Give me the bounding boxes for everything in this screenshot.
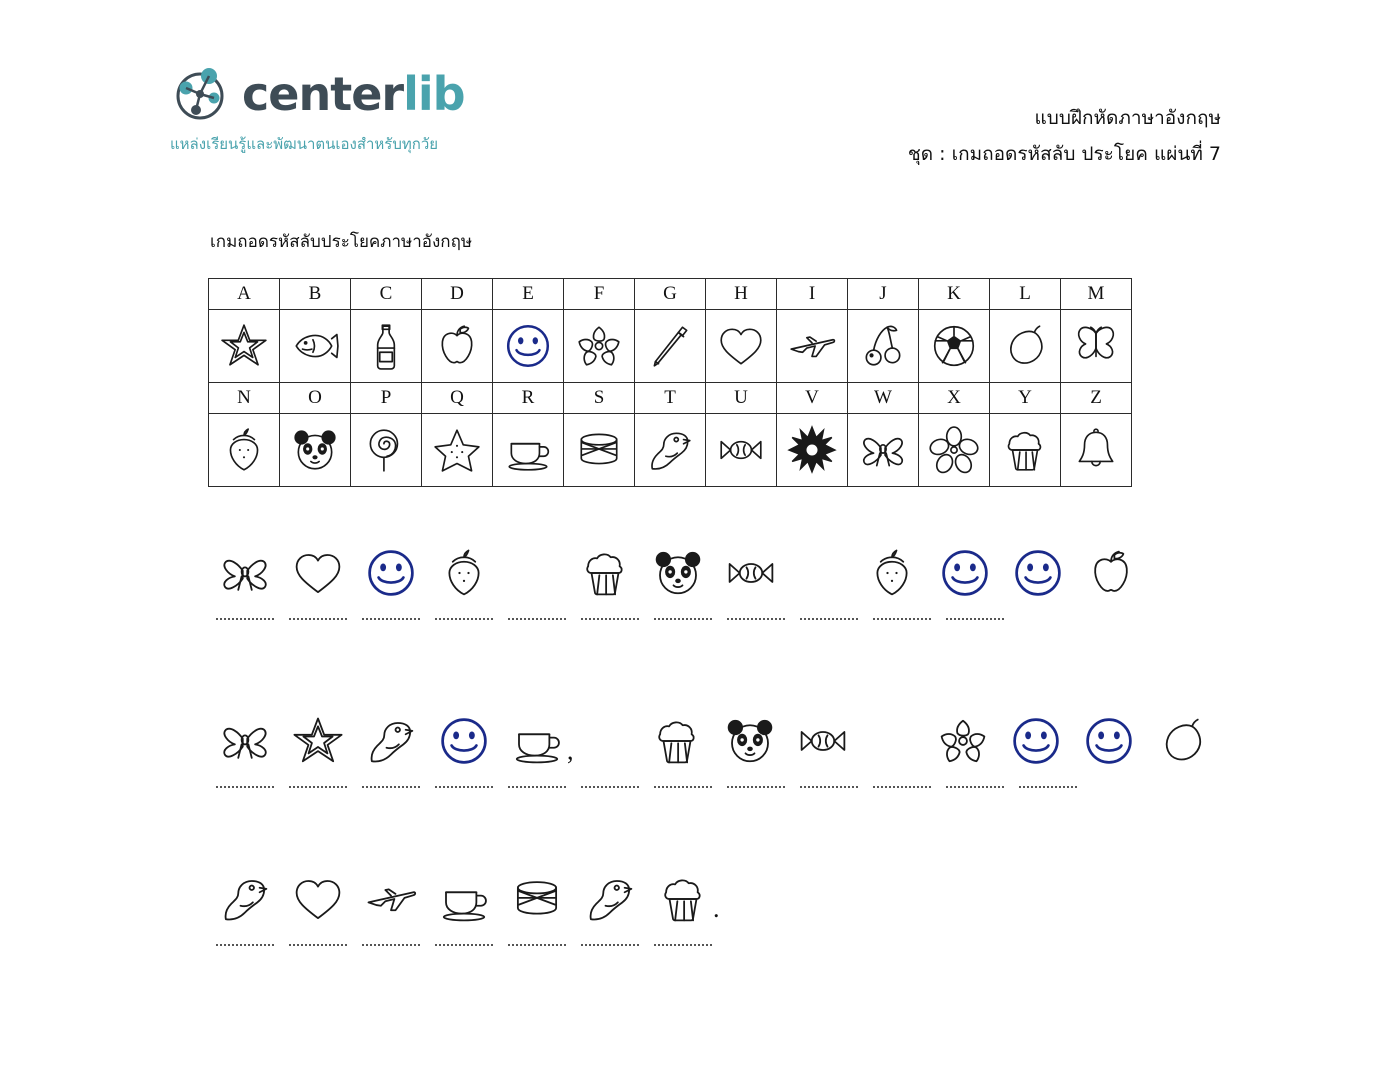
answer-blank[interactable]: [865, 786, 938, 788]
key-icon-cell: [564, 414, 635, 487]
airplane-icon: [354, 856, 427, 926]
blossom-icon: [564, 321, 634, 371]
heart-icon: [706, 321, 776, 371]
puzzle-word: [208, 698, 574, 768]
key-icon-cell: [422, 310, 493, 383]
sun-icon: [777, 425, 847, 475]
key-icon-cell: [635, 414, 706, 487]
answer-blank[interactable]: [792, 618, 865, 620]
mango-icon: [990, 321, 1060, 371]
smiley-icon: [493, 321, 563, 371]
key-icon-cell: [919, 414, 990, 487]
key-icon-cell: [919, 310, 990, 383]
answer-blank[interactable]: [354, 786, 427, 788]
key-letter-cell: P: [351, 383, 422, 414]
answer-blank[interactable]: [646, 944, 719, 946]
cipher-key-table: [208, 278, 1132, 487]
punctuation-mark: .: [713, 894, 720, 923]
key-letter-cell: S: [564, 383, 635, 414]
puzzle-word: [208, 530, 500, 600]
key-letter-cell: H: [706, 279, 777, 310]
key-icon-cell: [280, 310, 351, 383]
smiley-icon: [1072, 698, 1145, 768]
candy-icon: [786, 698, 859, 768]
flower-icon: [919, 425, 989, 475]
key-icon-cell: [422, 414, 493, 487]
answer-blank[interactable]: [354, 618, 427, 620]
key-letter-cell: U: [706, 383, 777, 414]
key-icon-cell: [493, 310, 564, 383]
key-icon-cell: [635, 310, 706, 383]
star-icon: [281, 698, 354, 768]
document-header-line2: ชุด : เกมถอดรหัสลับ ประโยค แผ่นที่ 7: [907, 143, 1221, 166]
puzzle-word: [208, 856, 720, 926]
key-icon-cell: [706, 310, 777, 383]
key-letter-cell: A: [209, 279, 280, 310]
smiley-icon: [928, 530, 1001, 600]
cupcake-icon: [568, 530, 641, 600]
bird-icon: [573, 856, 646, 926]
key-letter-cell: Z: [1061, 383, 1132, 414]
bow-icon: [208, 698, 281, 768]
key-icon-cell: [1061, 310, 1132, 383]
key-icon-cell: [777, 414, 848, 487]
cupcake-icon: [646, 856, 719, 926]
answer-blank[interactable]: [500, 786, 573, 788]
answer-blank[interactable]: [719, 618, 792, 620]
puzzle-line-3: [208, 846, 1218, 946]
key-icon-cell: [209, 310, 280, 383]
cherry-icon: [848, 321, 918, 371]
key-letter-cell: M: [1061, 279, 1132, 310]
key-letter-cell: D: [422, 279, 493, 310]
key-icon-cell: [351, 310, 422, 383]
lollipop-icon: [351, 425, 421, 475]
puzzle-symbol-row: [208, 846, 1218, 926]
smiley-icon: [1001, 530, 1074, 600]
drum-icon: [500, 856, 573, 926]
key-icon-row-2: [209, 414, 1132, 487]
bird-icon: [354, 698, 427, 768]
bottle-icon: [351, 321, 421, 371]
puzzle-word: [855, 530, 1147, 600]
answer-blank[interactable]: [281, 944, 354, 946]
key-icon-cell: [848, 310, 919, 383]
puzzle-word: [926, 698, 1218, 768]
answer-blank[interactable]: [427, 786, 500, 788]
cupcake-icon: [990, 425, 1060, 475]
answer-blank[interactable]: [865, 618, 938, 620]
bird-icon: [635, 425, 705, 475]
key-icon-cell: [990, 414, 1061, 487]
smiley-icon: [427, 698, 500, 768]
key-letter-cell: I: [777, 279, 848, 310]
document-meta: [908, 100, 1221, 172]
brand-tagline: แหล่งเรียนรู้และพัฒนาตนเองสำหรับทุกวัย: [170, 135, 439, 153]
answer-blank[interactable]: [1011, 786, 1084, 788]
answer-blank[interactable]: [573, 944, 646, 946]
key-letter-cell: E: [493, 279, 564, 310]
puzzle-word: [568, 530, 787, 600]
panda-icon: [713, 698, 786, 768]
answer-blank[interactable]: [281, 786, 354, 788]
key-letter-cell: O: [280, 383, 351, 414]
centerlib-molecule-logo-icon: [168, 62, 232, 126]
key-letter-cell: W: [848, 383, 919, 414]
answer-blank-row: [208, 944, 1218, 946]
key-icon-cell: [990, 310, 1061, 383]
answer-blank[interactable]: [573, 786, 646, 788]
key-icon-cell: [564, 310, 635, 383]
cupcake-icon: [640, 698, 713, 768]
document-header-line1: แบบฝึกหัดภาษาอังกฤษ: [1034, 107, 1221, 129]
butterfly-icon: [1061, 321, 1131, 371]
puzzle-line-1: [208, 520, 1218, 620]
key-letter-cell: X: [919, 383, 990, 414]
key-icon-cell: [1061, 414, 1132, 487]
key-letter-cell: T: [635, 383, 706, 414]
key-letter-cell: V: [777, 383, 848, 414]
smiley-icon: [354, 530, 427, 600]
answer-blank[interactable]: [427, 944, 500, 946]
key-icon-cell: [706, 414, 777, 487]
answer-blank[interactable]: [281, 618, 354, 620]
key-letter-cell: K: [919, 279, 990, 310]
key-letter-cell: C: [351, 279, 422, 310]
answer-blank[interactable]: [719, 786, 792, 788]
puzzle-symbol-row: [208, 688, 1218, 768]
key-letter-row-1: [209, 279, 1132, 310]
answer-blank-row: [208, 786, 1218, 788]
key-letter-cell: R: [493, 383, 564, 414]
key-icon-cell: [209, 414, 280, 487]
answer-blank[interactable]: [427, 618, 500, 620]
key-icon-row-1: [209, 310, 1132, 383]
panda-icon: [280, 425, 350, 475]
apple-icon: [422, 321, 492, 371]
answer-blank[interactable]: [500, 618, 573, 620]
apple-icon: [1074, 530, 1147, 600]
answer-blank[interactable]: [208, 618, 281, 620]
teacup-icon: [493, 425, 563, 475]
key-letter-cell: F: [564, 279, 635, 310]
answer-blank-row: [208, 618, 1218, 620]
brand-name: [242, 67, 465, 121]
page-title: เกมถอดรหัสลับประโยคภาษาอังกฤษ: [210, 232, 473, 252]
key-letter-cell: L: [990, 279, 1061, 310]
brand-name-part1: center: [242, 67, 404, 121]
answer-blank[interactable]: [646, 786, 719, 788]
answer-blank[interactable]: [792, 786, 865, 788]
star-icon: [209, 321, 279, 371]
brand-name-part2: lib: [403, 67, 465, 121]
key-letter-cell: G: [635, 279, 706, 310]
bird-icon: [208, 856, 281, 926]
key-icon-cell: [848, 414, 919, 487]
answer-blank[interactable]: [646, 618, 719, 620]
key-icon-cell: [280, 414, 351, 487]
fish-icon: [280, 321, 350, 371]
candy-icon: [706, 425, 776, 475]
answer-blank[interactable]: [573, 618, 646, 620]
puzzle-line-2: [208, 688, 1218, 788]
answer-blank[interactable]: [208, 786, 281, 788]
airplane-icon: [777, 321, 847, 371]
key-icon-cell: [777, 310, 848, 383]
key-letter-cell: N: [209, 383, 280, 414]
strawberry-icon: [855, 530, 928, 600]
panda-icon: [641, 530, 714, 600]
page-header: [0, 62, 1397, 182]
heart-icon: [281, 530, 354, 600]
mango-icon: [1145, 698, 1218, 768]
key-letter-cell: J: [848, 279, 919, 310]
answer-blank[interactable]: [938, 618, 1011, 620]
pencil-icon: [635, 321, 705, 371]
answer-blank[interactable]: [208, 944, 281, 946]
puzzle-word: [640, 698, 859, 768]
candy-icon: [714, 530, 787, 600]
key-icon-cell: [493, 414, 564, 487]
key-letter-cell: Q: [422, 383, 493, 414]
answer-blank[interactable]: [938, 786, 1011, 788]
soccer-ball-icon: [919, 321, 989, 371]
blossom-icon: [926, 698, 999, 768]
teacup-icon: [427, 856, 500, 926]
brand-block: [168, 62, 588, 156]
bow-icon: [208, 530, 281, 600]
key-icon-cell: [351, 414, 422, 487]
smiley-icon: [999, 698, 1072, 768]
answer-blank[interactable]: [500, 944, 573, 946]
bell-icon: [1061, 425, 1131, 475]
bow-icon: [848, 425, 918, 475]
key-letter-cell: B: [280, 279, 351, 310]
answer-blank[interactable]: [354, 944, 427, 946]
strawberry-icon: [209, 425, 279, 475]
puzzle-symbol-row: [208, 520, 1218, 600]
heart-icon: [281, 856, 354, 926]
punctuation-mark: ,: [567, 736, 574, 765]
drum-icon: [564, 425, 634, 475]
teacup-icon: [500, 698, 573, 768]
key-letter-row-2: [209, 383, 1132, 414]
key-letter-cell: Y: [990, 383, 1061, 414]
starfish-icon: [422, 425, 492, 475]
strawberry-icon: [427, 530, 500, 600]
